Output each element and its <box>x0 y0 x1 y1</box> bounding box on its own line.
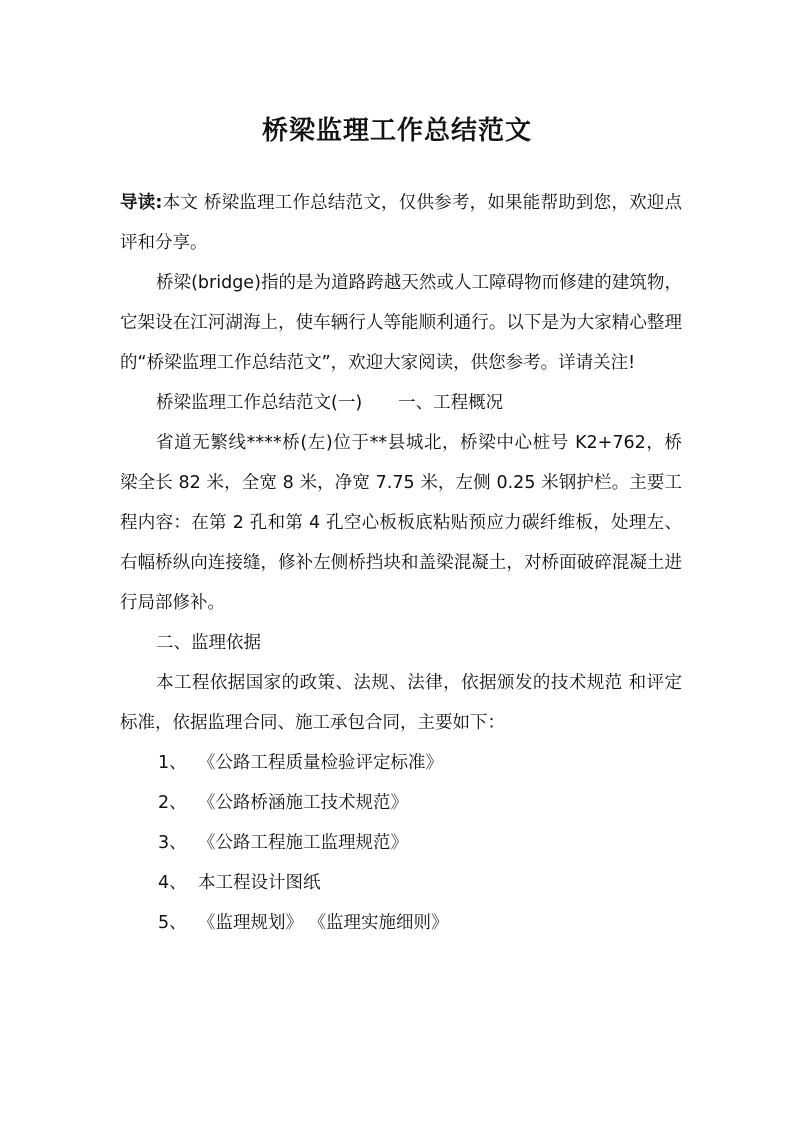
intro-paragraph: 桥梁(bridge)指的是为道路跨越天然或人工障碍物而修建的建筑物，它架设在江河湖海上，使车辆行人等能顺利通行。以下是为大家精心整理的“桥梁监理工作总结范文”，欢迎大家阅读，供您参考。详请关注! <box>120 273 682 373</box>
list-item <box>120 783 682 823</box>
document-title: 桥梁监理工作总结范文 <box>261 116 532 146</box>
list-item-text: 《公路工程施工监理规范》 <box>198 833 408 853</box>
list-item-text: 《公路桥涵施工技术规范》 <box>198 793 408 813</box>
lead-text: 本文 桥梁监理工作总结范文，仅供参考，如果能帮助到您，欢迎点评和分享。 <box>120 193 683 253</box>
section-title-line <box>120 383 682 423</box>
section-title: 桥梁监理工作总结范文(一) <box>156 393 363 413</box>
lead-paragraph <box>120 183 682 263</box>
list-item-number: 4、 <box>158 873 187 893</box>
list-item-text: 《监理规划》 《监理实施细则》 <box>198 913 449 933</box>
list-item <box>120 823 682 863</box>
list-item <box>120 863 682 903</box>
list-item-text: 《公路工程质量检验评定标准》 <box>198 753 443 773</box>
list-item-number: 3、 <box>158 833 187 853</box>
overview-paragraph: 省道无繁线****桥(左)位于**县城北，桥梁中心桩号 K2+762，桥梁全长 82 米，全宽 8 米，净宽 7.75 米，左侧 0.25 米钢护栏。主要工程内容：在第 2 孔和第 4 孔空心板板底粘贴预应力碳纤维板，处理左、右幅桥纵向连接缝，修补左侧桥挡块和盖梁混凝土，对桥面破碎混凝土进行局部修补。 <box>120 433 682 613</box>
lead-label: 导读: <box>120 193 163 213</box>
list-item <box>120 903 682 943</box>
list-item-number: 2、 <box>158 793 187 813</box>
list-item-number: 5、 <box>158 913 187 933</box>
list-item-text: 本工程设计图纸 <box>198 873 321 893</box>
section1-heading: 一、工程概况 <box>398 393 504 413</box>
list-item <box>120 743 682 783</box>
document-body <box>120 183 682 943</box>
basis-paragraph: 本工程依据国家的政策、法规、法律，依据颁发的技术规范 和评定标准，依据监理合同、施工承包合同，主要如下： <box>120 673 682 733</box>
section2-heading: 二、监理依据 <box>156 633 261 653</box>
list-item-number: 1、 <box>158 753 187 773</box>
